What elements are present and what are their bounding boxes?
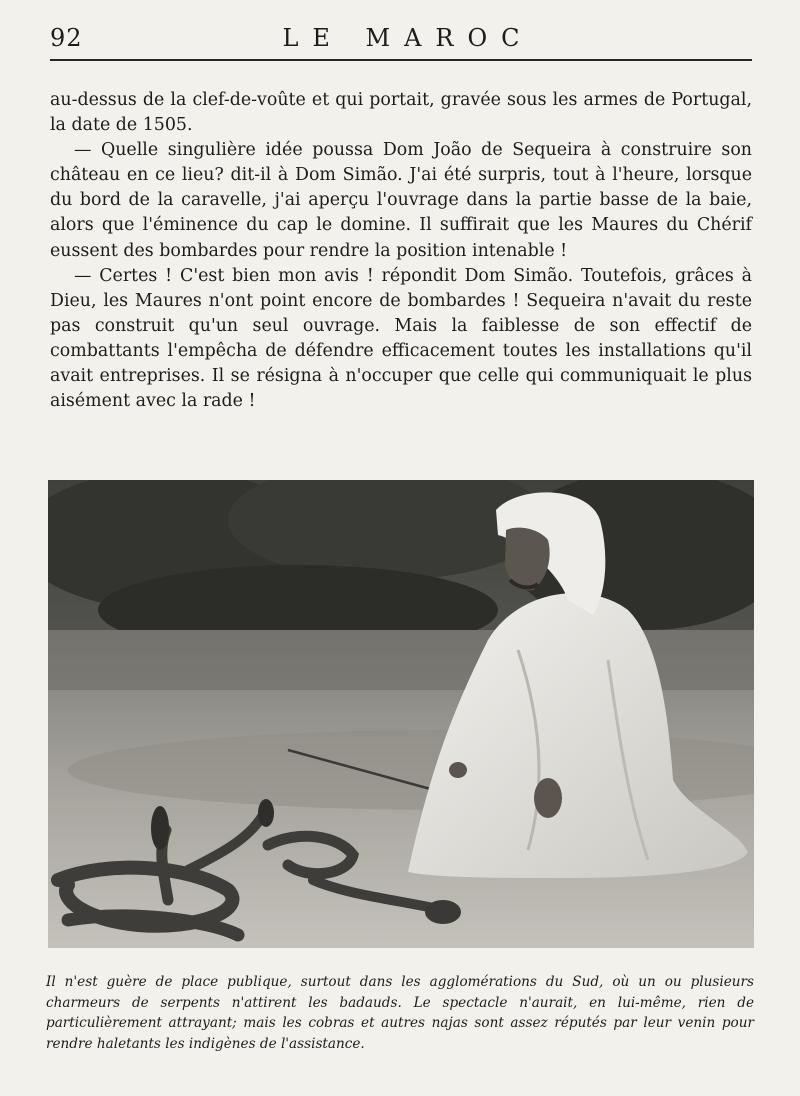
- body-text: [50, 88, 752, 414]
- page-header: [50, 20, 752, 60]
- header-rule: [50, 59, 752, 61]
- paragraph: — Certes ! C'est bien mon avis ! répondit Dom Simão. Toutefois, grâces à Dieu, les Maures n'ont point encore de bombardes ! Sequeira n'avait du reste pas construit qu'un seul ouvrage. Mais la faiblesse de son effectif de combattants l'empêcha de défendre efficacement toutes les installations qu'il avait entreprises. Il se résigna à n'occuper que celle qui communiquait le plus aisément avec la rade !: [50, 265, 752, 412]
- paragraph: au-dessus de la clef-de-voûte et qui portait, gravée sous les armes de Portugal, la date de 1505.: [50, 90, 752, 136]
- running-title: LE MAROC: [282, 24, 534, 52]
- figure-caption: Il n'est guère de place publique, surtout dans les agglomérations du Sud, où un ou plusieurs charmeurs de serpents n'attirent les badauds. Le spectacle n'aurait, en lui-même, rien de particulièrement attrayant; mais les cobras et autres najas sont assez réputés par leur venin pour rendre haletants les indigènes de l'assistance.: [46, 974, 754, 1052]
- page-number: 92: [50, 24, 83, 52]
- photo-illustration: [48, 480, 754, 948]
- snake-charmer-photo: [48, 480, 754, 948]
- paragraph: — Quelle singulière idée poussa Dom João de Sequeira à construire son château en ce lieu? dit-il à Dom Simão. J'ai été surpris, tout à l'heure, lorsque du bord de la caravelle, j'ai aperçu l'ouvrage dans la partie basse de la baie, alors que l'éminence du cap le domine. Il suffirait que les Maures du Chérif eussent des bombardes pour rendre la position intenable !: [50, 140, 752, 261]
